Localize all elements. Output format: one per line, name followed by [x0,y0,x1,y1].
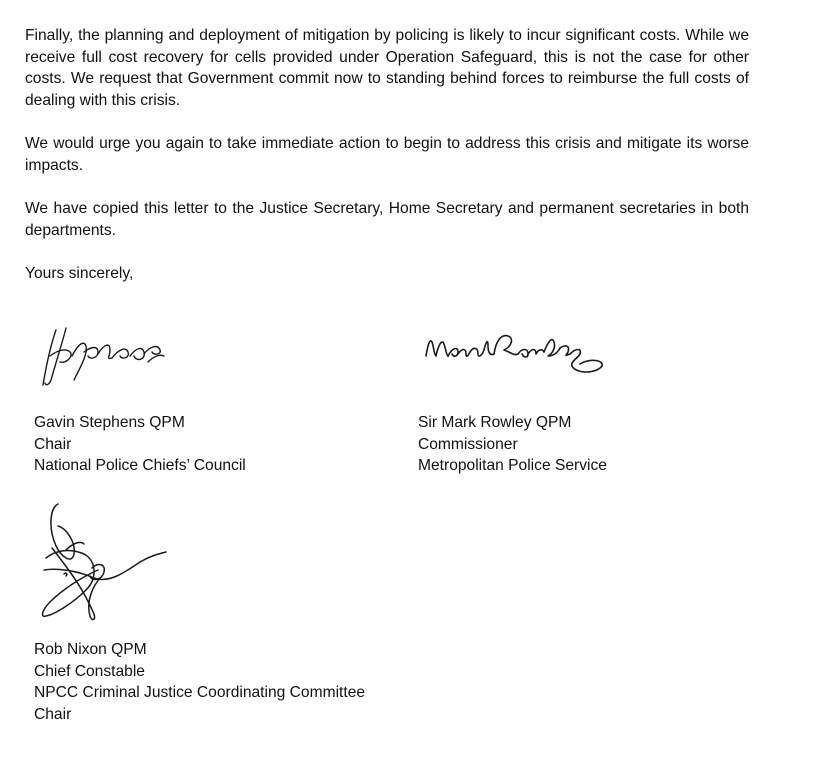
closing: Yours sincerely, [25,265,134,282]
signature-rob-nixon [36,498,176,628]
signatory-gavin-stephens [34,412,246,477]
signatory-organisation: Metropolitan Police Service [418,457,607,475]
signatory-name: Sir Mark Rowley QPM [418,414,572,431]
signatory-role: Chair [34,435,72,453]
signature-gavin-stephens [36,322,171,392]
paragraph-urge-action: We would urge you again to take immediate action to begin to address this crisis and mitigate its worse impacts. [25,135,749,174]
signature-mark-rowley [420,322,610,384]
signatory-name: Rob Nixon QPM [34,641,147,658]
signatory-organisation: NPCC Criminal Justice Coordinating Committee [34,684,366,702]
signatory-role-secondary: Chair [34,705,72,723]
paragraph-copied: We have copied this letter to the Justice Secretary, Home Secretary and permanent secretaries in both departments. [25,200,749,239]
paragraph-costs: Finally, the planning and deployment of mitigation by policing is likely to incur significant costs. While we receive full cost recovery for cells provided under Operation Safeguard, this is not the case for other costs. We request that Government commit now to standing behind forces to reimburse the full costs of dealing with this crisis. [25,27,749,109]
signatory-role: Commissioner [418,435,518,453]
signatory-role: Chief Constable [34,662,145,680]
signatory-organisation: National Police Chiefs’ Council [34,457,246,475]
signatory-mark-rowley [418,412,607,477]
signatory-rob-nixon [34,639,365,725]
signatory-name: Gavin Stephens QPM [34,414,185,431]
